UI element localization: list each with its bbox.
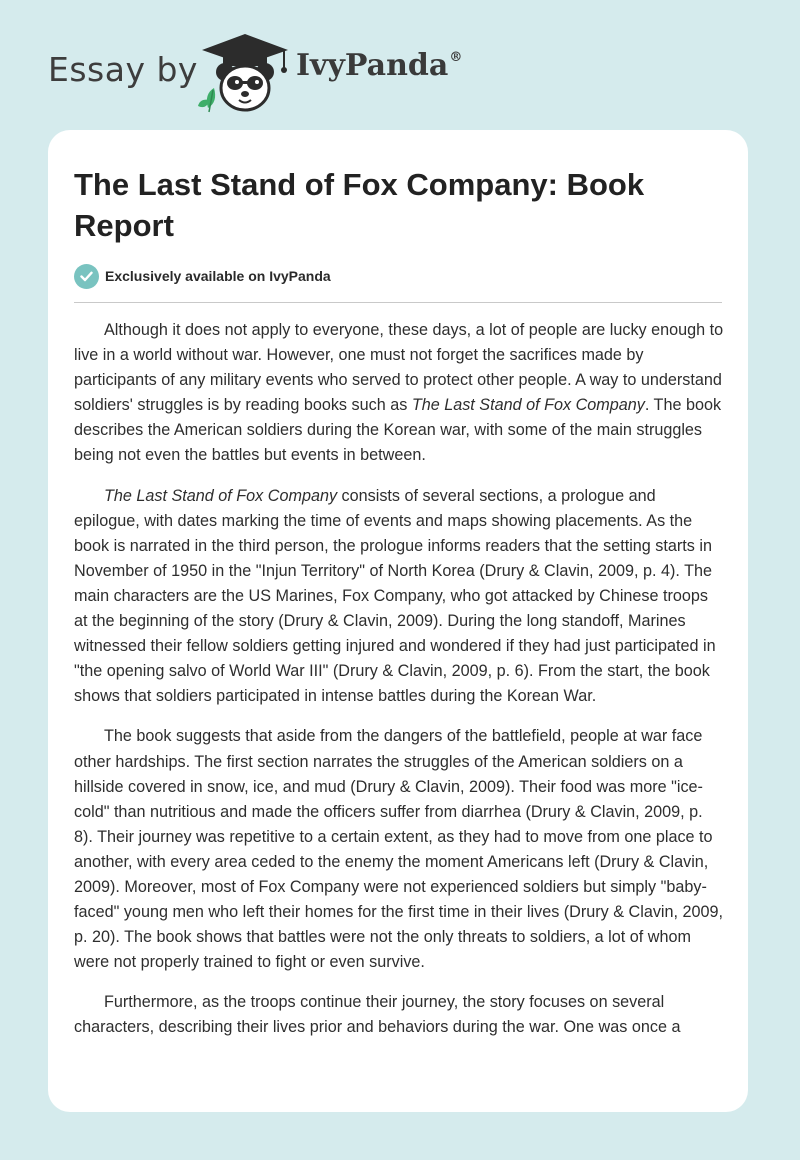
divider: [74, 302, 722, 303]
paragraph-4: Furthermore, as the troops continue their journey, the story focuses on several characters, describing their lives prior and behaviors during the war. One was once a: [74, 993, 681, 1037]
page-title: The Last Stand of Fox Company: Book Report: [74, 167, 645, 243]
essay-card: [48, 130, 748, 1112]
exclusive-badge: [74, 263, 331, 289]
paragraph-1: Although it does not apply to everyone, these days, a lot of people are lucky enough to live in a world without war. However, one must not forget the sacrifices made by participants of any military events who served to protect other people. A way to understand soldiers' struggles is by reading books such as The Last Stand of Fox Company. The book describes the American soldiers during the Korean war, with some of the main struggles being not even the battles but events in between.: [74, 321, 724, 465]
essay-body: [74, 318, 724, 1056]
brand-name[interactable]: IvyPanda®: [296, 48, 463, 83]
site-header: [0, 0, 800, 130]
paragraph-3: The book suggests that aside from the dangers of the battlefield, people at war face other hardships. The first section narrates the struggles of the American soldiers on a hillside covered in snow, ice, and mud (Drury & Clavin, 2009). Their food was more "ice-cold" than nutritious and made the officers suffer from diarrhea (Drury & Clavin, 2009, p. 8). Their journey was repetitive to a certain extent, as they had to move from one place to another, with every area ceded to the enemy the moment Americans left (Drury & Clavin, 2009). Moreover, most of Fox Company were not experienced soldiers but simply "baby-faced" young men who left their homes for the first time in their lives (Drury & Clavin, 2009, p. 20). The book shows that battles were not the only threats to soldiers, a lot of whom were not properly trained to fight or even survive.: [74, 727, 724, 972]
badge-label: Exclusively available on IvyPanda: [105, 268, 331, 284]
essay-by-label: Essay by: [48, 50, 198, 89]
check-icon: [74, 264, 99, 289]
panda-logo-icon[interactable]: [196, 28, 294, 114]
paragraph-2: The Last Stand of Fox Company consists of several sections, a prologue and epilogue, with dates marking the time of events and maps showing placements. As the book is narrated in the third person, the prologue informs readers that the setting starts in November of 1950 in the "Injun Territory" of North Korea (Drury & Clavin, 2009, p. 4). The main characters are the US Marines, Fox Company, who got attacked by Chinese troops at the beginning of the story (Drury & Clavin, 2009). During the long standoff, Marines witnessed their fellow soldiers getting injured and wondered if they had just participated in "the opening salvo of World War III" (Drury & Clavin, 2009, p. 6). From the start, the book shows that soldiers participated in intense battles during the Korean War.: [74, 486, 716, 706]
